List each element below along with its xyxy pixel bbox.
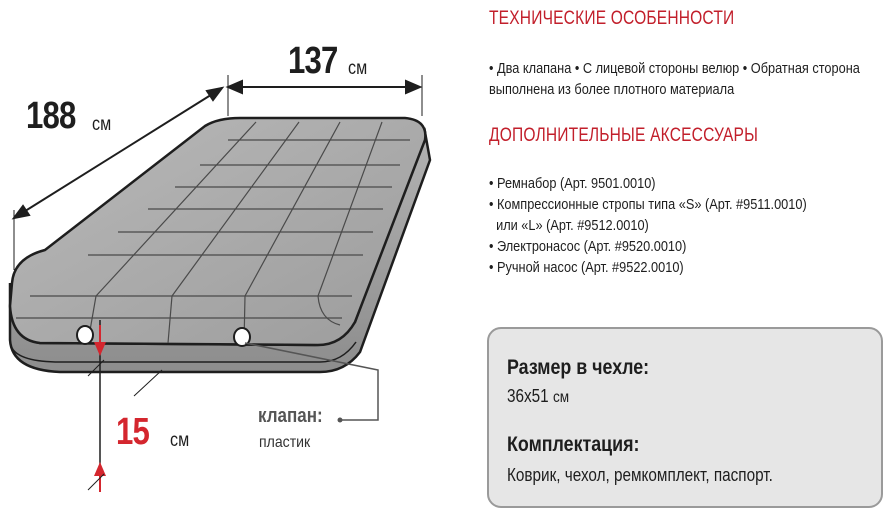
list-item: • Ручной насос (Арт. #9522.0010): [489, 259, 684, 276]
height-unit: см: [170, 430, 190, 451]
width-value: 137: [288, 40, 338, 82]
packed-size-unit: см: [552, 389, 570, 406]
valve-left: [77, 326, 93, 344]
list-item: • Ремнабор (Арт. 9501.0010): [489, 175, 656, 192]
length-unit: см: [92, 114, 112, 135]
list-item: • Электронасос (Арт. #9520.0010): [489, 238, 687, 255]
valve-material: пластик: [259, 434, 311, 451]
technical-line-2: выполнена из более плотного материала: [489, 81, 735, 98]
technical-title: ТЕХНИЧЕСКИЕ ОСОБЕННОСТИ: [489, 8, 735, 29]
list-item: • Компрессионные стропы типа «S» (Арт. #9511.0010): [489, 196, 807, 213]
packed-size-number: 36x51: [507, 386, 549, 406]
technical-line-1: • Два клапана • С лицевой стороны велюр • Обратная сторона: [489, 60, 860, 77]
kit-label: Комплектация:: [507, 433, 640, 456]
info-box: [487, 327, 883, 508]
width-unit: см: [348, 58, 368, 79]
valve-label: клапан:: [258, 405, 323, 427]
length-value: 188: [26, 95, 76, 137]
packed-size-value: [507, 386, 569, 407]
kit-value: Коврик, чехол, ремкомплект, паспорт.: [507, 465, 773, 485]
accessories-list: [489, 173, 807, 278]
height-value: 15: [116, 411, 150, 453]
accessories-title: ДОПОЛНИТЕЛЬНЫЕ АКСЕССУАРЫ: [489, 125, 759, 146]
packed-size-label: Размер в чехле:: [507, 356, 650, 379]
list-item: или «L» (Арт. #9512.0010): [489, 217, 649, 234]
